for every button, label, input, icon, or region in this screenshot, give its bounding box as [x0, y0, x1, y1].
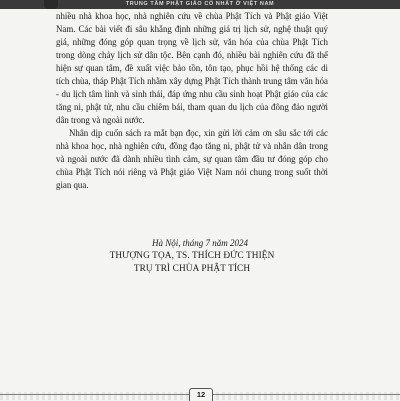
signature-name: THƯỢNG TỌA, TS. THÍCH ĐỨC THIỆN [109, 251, 275, 261]
body-text [56, 10, 328, 192]
page-number: 12 [189, 388, 213, 401]
signature-block [56, 237, 328, 276]
signature-title: TRỤ TRÌ CHÙA PHẬT TÍCH [133, 264, 251, 274]
paragraph-continued: nhiều nhà khoa học, nhà nghiên cứu về chùa Phật Tích và Phật giáo Việt Nam. Các bài viết đi sâu khẳng định những giá trị lịch sử, nghệ thuật quý giá, những đóng góp quan trọng về lịch sử, văn hóa của chùa Phật Tích trong dòng chảy lịch sử dân tộc. Bên cạnh đó, nhiều bài nghiên cứu đã thể hiện sự quan tâm, đề xuất việc bảo tồn, tôn tạo, phục hồi hệ thống các di tích chùa, tháp Phật Tích nhằm xây dựng Phật Tích thành trung tâm văn hóa - du lịch tâm linh và sinh thái, đáp ứng nhu cầu sinh hoạt Phật giáo của các tăng ni, phật tử, nhu cầu chiêm bái, tham quan du lịch của đông đảo người dân trong và ngoài nước. [56, 11, 328, 125]
paragraph-acknowledgement: Nhân dịp cuốn sách ra mắt bạn đọc, xin gửi lời cảm ơn sâu sắc tới các nhà khoa học, nhà nghiên cứu, đồng đạo tăng ni, phật tử và nhân dân trong và ngoài nước đã dành nhiều tình cảm, sự quan tâm đầu tư đóng góp cho chùa Phật Tích nói riêng và Phật giáo Việt Nam nói chung trong suốt thời gian qua. [56, 128, 328, 190]
running-header-title: TRUNG TÂM PHẬT GIÁO CỔ NHẤT Ở VIỆT NAM [125, 1, 275, 7]
signature-date: Hà Nội, tháng 7 năm 2024 [151, 238, 248, 248]
